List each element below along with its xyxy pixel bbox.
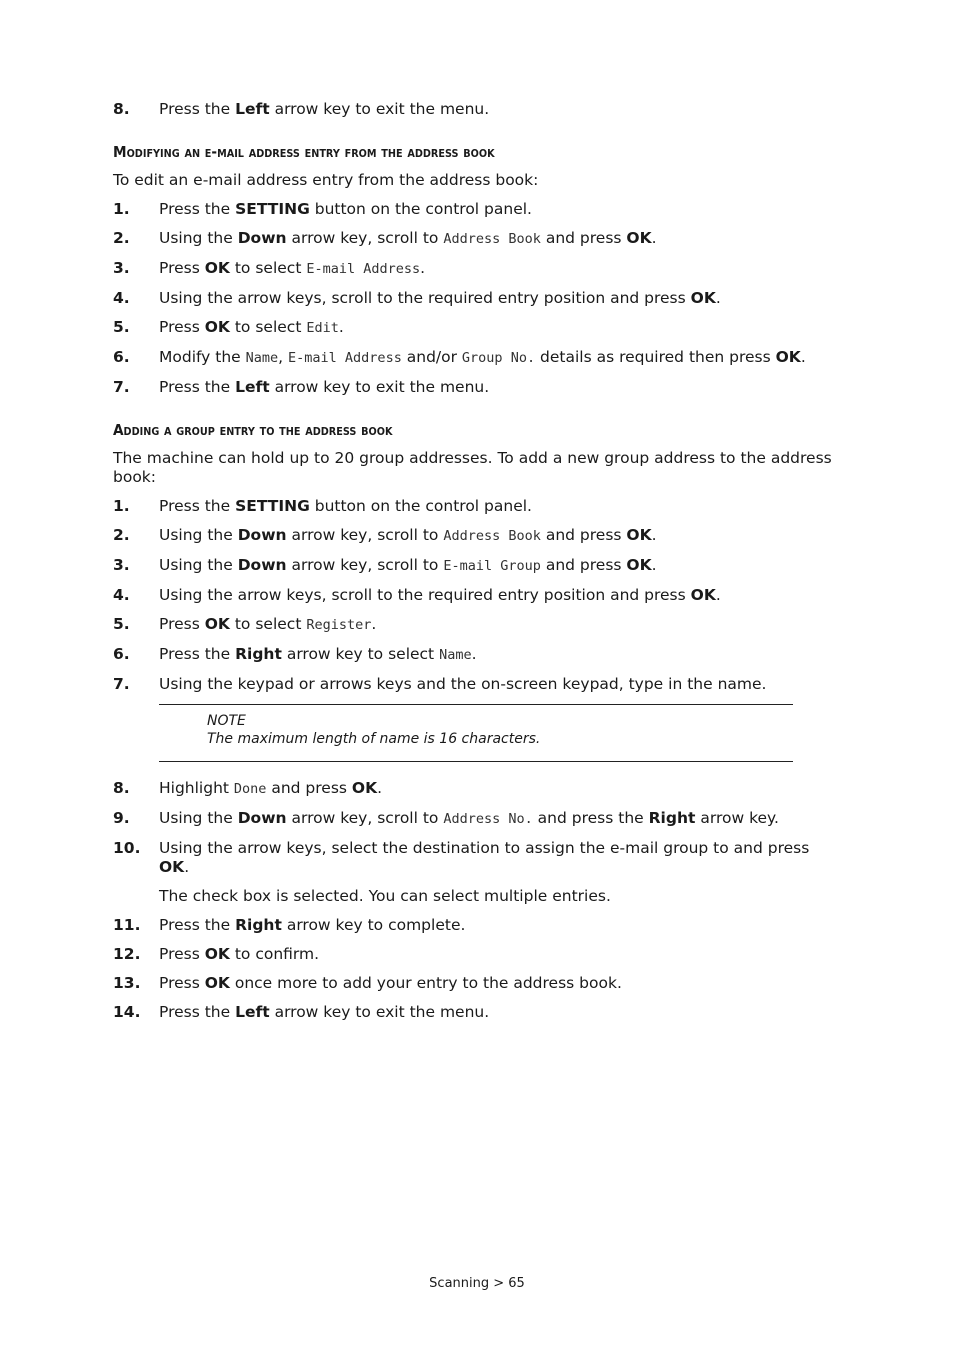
section-heading: Modifying an e-mail address entry from the address book [113, 143, 495, 161]
step-number: 9. [113, 809, 130, 827]
step-item: 10. Using the arrow keys, select the destination to assign the e-mail group to and press OK. [113, 839, 810, 876]
step-item: 4. Using the arrow keys, scroll to the required entry position and press OK. [113, 586, 721, 604]
step-number: 14. [113, 1003, 141, 1021]
step-item: 9. Using the Down arrow key, scroll to Address No. and press the Right arrow key. [113, 809, 779, 827]
step-item: 13. Press OK once more to add your entry to the address book. [113, 974, 622, 992]
step-number: 7. [113, 378, 130, 396]
step-number: 3. [113, 556, 130, 574]
step-number: 1. [113, 497, 130, 515]
section-heading: Adding a group entry to the address book [113, 421, 393, 439]
step-item: 1. Press the SETTING button on the control panel. [113, 497, 532, 515]
step-item: 14. Press the Left arrow key to exit the menu. [113, 1003, 490, 1021]
step-number: 1. [113, 200, 130, 218]
step-item: 6. Press the Right arrow key to select Name. [113, 645, 477, 663]
step-item: 8. Press the Left arrow key to exit the menu. [113, 100, 490, 118]
step-item: 1. Press the SETTING button on the control panel. [113, 200, 532, 218]
step-item: 3. Using the Down arrow key, scroll to E-mail Group and press OK. [113, 556, 657, 574]
page-footer: Scanning > 65 [429, 1276, 525, 1291]
step-number: 2. [113, 526, 130, 544]
section-intro: To edit an e-mail address entry from the address book: [113, 171, 539, 189]
step-item: 12. Press OK to confirm. [113, 945, 320, 963]
note-box [159, 704, 793, 762]
note-label: NOTE [207, 713, 246, 729]
step-number: 5. [113, 318, 130, 336]
document-page [113, 100, 843, 1032]
step-number: 7. [113, 675, 130, 693]
step-number: 12. [113, 945, 141, 963]
step-number: 5. [113, 615, 130, 633]
step-number: 13. [113, 974, 141, 992]
step-number: 2. [113, 229, 130, 247]
step-number: 8. [113, 779, 130, 797]
step-number: 6. [113, 348, 130, 366]
step-item: 3. Press OK to select E-mail Address. [113, 259, 426, 277]
step-number: 4. [113, 586, 130, 604]
step-number: 4. [113, 289, 130, 307]
step-item: 11. Press the Right arrow key to complete. [113, 916, 466, 934]
step-item: 4. Using the arrow keys, scroll to the required entry position and press OK. [113, 289, 721, 307]
step-followup: The check box is selected. You can select multiple entries. [159, 887, 611, 905]
step-item: 2. Using the Down arrow key, scroll to Address Book and press OK. [113, 526, 657, 544]
note-text: The maximum length of name is 16 characters. [207, 731, 541, 747]
step-item: 5. Press OK to select Register. [113, 615, 377, 633]
step-number: 11. [113, 916, 141, 934]
step-number: 10. [113, 839, 141, 857]
step-number: 8. [113, 100, 130, 118]
step-item: 5. Press OK to select Edit. [113, 318, 344, 336]
step-item: 8. Highlight Done and press OK. [113, 779, 383, 797]
step-item: 7. Using the keypad or arrows keys and the on-screen keypad, type in the name. [113, 675, 767, 693]
step-item: 2. Using the Down arrow key, scroll to Address Book and press OK. [113, 229, 657, 247]
section-intro: The machine can hold up to 20 group addresses. To add a new group address to the address book: [113, 449, 832, 486]
step-item: 6. Modify the Name, E-mail Address and/or Group No. details as required then press OK. [113, 348, 806, 366]
step-number: 3. [113, 259, 130, 277]
step-item: 7. Press the Left arrow key to exit the menu. [113, 378, 490, 396]
step-number: 6. [113, 645, 130, 663]
